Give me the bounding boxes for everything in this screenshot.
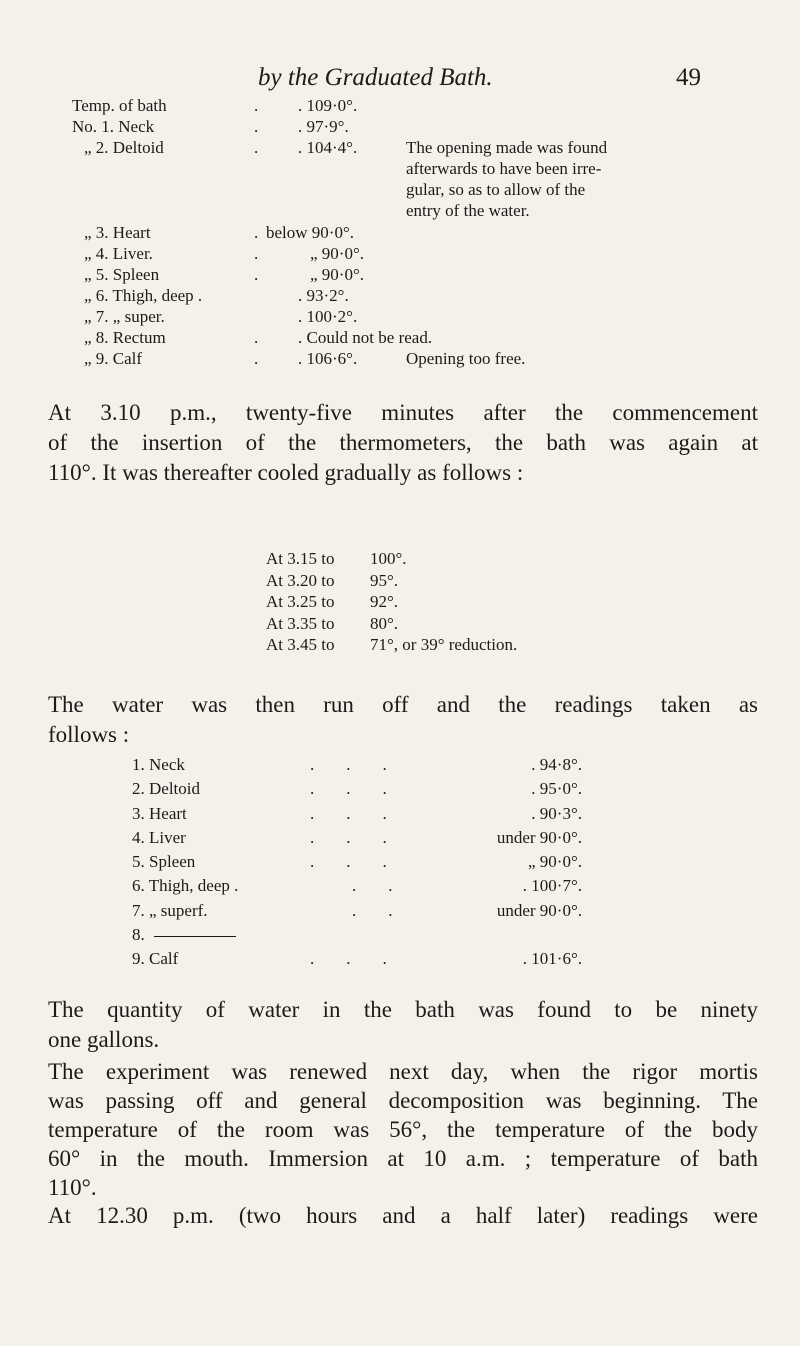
leader-dot: . bbox=[254, 223, 259, 242]
temperature-value: 95°. bbox=[370, 570, 399, 590]
table-row bbox=[132, 949, 592, 973]
row-label: 6. Thigh, deep . bbox=[132, 876, 239, 896]
leader-dot: . bbox=[254, 117, 259, 136]
row-value: . 93·2°. bbox=[298, 286, 349, 305]
time-label: At 3.45 to bbox=[266, 635, 335, 654]
row-value: . 106·6°. bbox=[298, 349, 358, 368]
text-line: was passing off and general decomposition was beginning. The bbox=[48, 1088, 758, 1113]
row-value: . 100·7°. bbox=[522, 876, 582, 896]
text-line: The quantity of water in the bath was found to be ninety bbox=[48, 997, 758, 1022]
table-row bbox=[132, 804, 592, 828]
row-value: . 100·2°. bbox=[298, 307, 358, 326]
row-label: „ 8. Rectum bbox=[84, 328, 166, 347]
row-note: afterwards to have been irre- bbox=[406, 159, 602, 178]
text-line: The water was then run off and the readings taken as bbox=[48, 692, 758, 717]
running-title: by the Graduated Bath. bbox=[258, 64, 493, 91]
table-row bbox=[132, 779, 592, 803]
row-label: „ 9. Calf bbox=[84, 349, 143, 368]
row-note: entry of the water. bbox=[406, 201, 530, 220]
row-label: „ 2. Deltoid bbox=[84, 138, 164, 157]
table-2 bbox=[132, 755, 592, 974]
leader-dot: . bbox=[254, 138, 259, 157]
text-line: of the insertion of the thermometers, the bath was again at bbox=[48, 430, 758, 455]
row-label: 4. Liver bbox=[132, 827, 186, 847]
time-label: At 3.20 to bbox=[266, 570, 335, 590]
leader-dots: ... bbox=[310, 852, 419, 872]
row-value: . 97·9°. bbox=[298, 117, 349, 136]
row-note: Opening too free. bbox=[406, 349, 526, 368]
leader-dot: . bbox=[254, 244, 259, 263]
row-label: „ 4. Liver. bbox=[84, 244, 153, 263]
table-row bbox=[132, 925, 592, 949]
leader-dots: ... bbox=[310, 803, 419, 823]
row-value: . 109·0°. bbox=[298, 96, 358, 115]
row-value: under 90·0°. bbox=[496, 827, 582, 847]
row-value: under 90·0°. bbox=[496, 900, 582, 920]
row-value: . 90·3°. bbox=[531, 803, 582, 823]
row-label: 3. Heart bbox=[132, 803, 187, 823]
table-row bbox=[132, 901, 592, 925]
text-line: one gallons. bbox=[48, 1027, 160, 1052]
page-header bbox=[0, 64, 800, 94]
leader-dots: .. bbox=[352, 876, 425, 896]
row-label: No. 1. Neck bbox=[72, 117, 155, 136]
leader-dots: ... bbox=[310, 949, 419, 969]
row-label: 2. Deltoid bbox=[132, 779, 200, 799]
leader-dots: .. bbox=[352, 900, 425, 920]
text-line: At 12.30 p.m. (two hours and a half later) readings were bbox=[48, 1203, 758, 1228]
table-row bbox=[132, 828, 592, 852]
row-label: 7. „ superf. bbox=[132, 900, 208, 920]
temperature-value: 100°. bbox=[370, 549, 407, 568]
leader-dots: ... bbox=[310, 755, 419, 774]
text-line: follows : bbox=[48, 722, 130, 747]
row-value: . 104·4°. bbox=[298, 138, 358, 157]
text-line: 60° in the mouth. Immersion at 10 a.m. ; temperature of bath bbox=[48, 1146, 758, 1171]
leader-dot: . bbox=[254, 328, 259, 347]
text-line: At 3.10 p.m., twenty-five minutes after the commencement bbox=[48, 400, 758, 425]
row-label: Temp. of bath bbox=[72, 96, 167, 115]
row-value: „ 90·0°. bbox=[310, 265, 365, 284]
table-row bbox=[132, 852, 592, 876]
row-value: . Could not be read. bbox=[298, 328, 433, 347]
time-label: At 3.35 to bbox=[266, 613, 335, 633]
text-line: temperature of the room was 56°, the temperature of the body bbox=[48, 1117, 758, 1142]
row-note: gular, so as to allow of the bbox=[406, 180, 586, 199]
text-line: The experiment was renewed next day, when the rigor mortis bbox=[48, 1059, 758, 1084]
temperature-value: 71°, or 39° reduction. bbox=[370, 635, 518, 654]
leader-dot: . bbox=[254, 265, 259, 284]
paragraph-4 bbox=[48, 1057, 758, 1202]
text-line: 110°. It was thereafter cooled gradually as follows : bbox=[48, 460, 524, 485]
row-value: „ 90·0°. bbox=[527, 852, 582, 872]
time-label: At 3.25 to bbox=[266, 592, 335, 611]
row-label: 9. Calf bbox=[132, 949, 179, 969]
text-line: 110°. bbox=[48, 1175, 97, 1200]
temperature-value: 92°. bbox=[370, 592, 399, 611]
page-number: 49 bbox=[676, 64, 701, 91]
blank-rule bbox=[154, 936, 236, 937]
temperature-value: 80°. bbox=[370, 613, 399, 633]
paragraph-3 bbox=[48, 995, 758, 1055]
row-label: „ 5. Spleen bbox=[84, 265, 160, 284]
table-row bbox=[132, 876, 592, 900]
time-label: At 3.15 to bbox=[266, 549, 335, 568]
leader-dot: . bbox=[254, 96, 259, 115]
paragraph-2 bbox=[48, 690, 758, 750]
paragraph-1 bbox=[48, 398, 758, 488]
row-value: „ 90·0°. bbox=[310, 244, 365, 263]
row-value: . 94·8°. bbox=[531, 755, 582, 774]
row-label: „ 6. Thigh, deep . bbox=[84, 286, 203, 305]
paragraph-5 bbox=[48, 1201, 758, 1231]
leader-dots: ... bbox=[310, 827, 419, 847]
row-value: below 90·0°. bbox=[266, 223, 355, 242]
row-value: . 101·6°. bbox=[522, 949, 582, 969]
row-label: „ 3. Heart bbox=[84, 223, 151, 242]
row-label: 1. Neck bbox=[132, 755, 185, 774]
leader-dots: ... bbox=[310, 779, 419, 799]
row-note: The opening made was found bbox=[406, 138, 608, 157]
leader-dot: . bbox=[254, 349, 259, 368]
row-value: . 95·0°. bbox=[531, 779, 582, 799]
table-row bbox=[132, 755, 592, 779]
row-label: „ 7. „ super. bbox=[84, 307, 165, 326]
row-label: 5. Spleen bbox=[132, 852, 196, 872]
row-label: 8. bbox=[132, 925, 145, 945]
